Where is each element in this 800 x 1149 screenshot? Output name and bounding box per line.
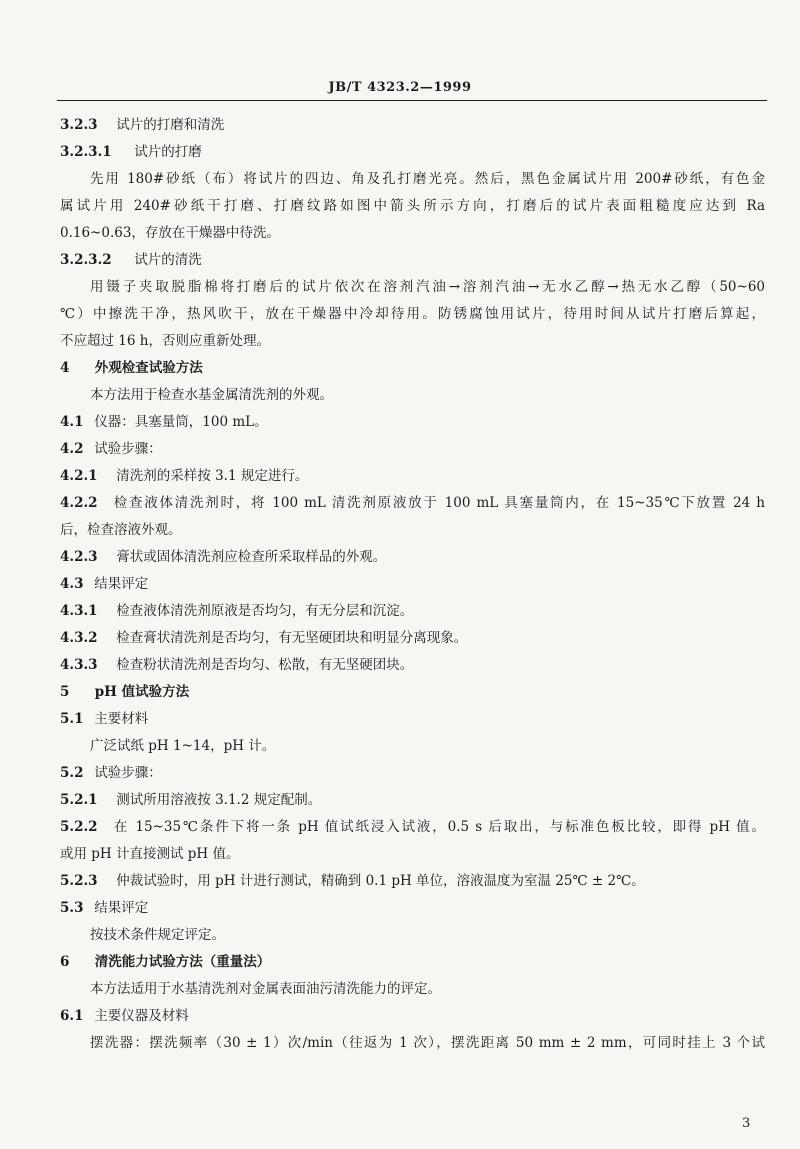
- paragraph-line: 本方法适用于水基清洗剂对金属表面油污清洗能力的评定。: [90, 981, 441, 997]
- clause-text: 主要材料: [94, 711, 149, 727]
- paragraph-line: 本方法用于检查水基金属清洗剂的外观。: [90, 387, 333, 403]
- clause-4-2: [60, 436, 765, 463]
- section-number: 3.2.3: [60, 117, 98, 133]
- section-number: 5.2.2: [60, 819, 98, 835]
- section-number: 4.2.2: [60, 495, 98, 511]
- section-number: 5.1: [60, 711, 84, 727]
- paragraph-line: 按技术条件规定评定。: [90, 927, 225, 943]
- standard-code-header: JB/T 4323.2—1999: [328, 80, 472, 95]
- clause-text: 清洗剂的采样按 3.1 规定进行。: [116, 468, 309, 484]
- section-number: 4.2.1: [60, 468, 98, 484]
- clause-5-2: [60, 760, 765, 787]
- document-body: [60, 112, 765, 1057]
- clause-text: 主要仪器及材料: [94, 1008, 189, 1024]
- section-title: 清洗能力试验方法（重量法）: [94, 954, 271, 970]
- clause-text: 检查液体清洗剂时，将 100 mL 清洗剂原液放于 100 mL 具塞量筒内，在 15~35℃下放置 24 h: [112, 495, 765, 511]
- paragraph-line: 属试片用 240#砂纸干打磨、打磨纹路如图中箭头所示方向，打磨后的试片表面粗糙度应达到 Ra: [60, 198, 765, 214]
- clause-5-3: [60, 895, 765, 922]
- section-number: 5.2.1: [60, 792, 98, 808]
- heading-6: [60, 949, 765, 976]
- paragraph-line: 用镊子夹取脱脂棉将打磨后的试片依次在溶剂汽油→溶剂汽油→无水乙醇→热无水乙醇（50~60: [90, 279, 765, 295]
- section-number: 4: [60, 360, 70, 376]
- clause-text: 膏状或固体清洗剂应检查所采取样品的外观。: [116, 549, 387, 565]
- header-rule: [57, 100, 767, 101]
- clause-text: 检查膏状清洗剂是否均匀，有无坚硬团块和明显分离现象。: [116, 630, 468, 646]
- clause-4-3: [60, 571, 765, 598]
- section-title: 试片的打磨和清洗: [116, 117, 225, 133]
- heading-3-2-3-1: [60, 139, 765, 166]
- clause-text: 试验步骤：: [94, 441, 162, 457]
- clause-text: 测试所用溶液按 3.1.2 规定配制。: [116, 792, 322, 808]
- clause-text: 检查液体清洗剂原液是否均匀，有无分层和沉淀。: [116, 603, 414, 619]
- section-number: 5.3: [60, 900, 84, 916]
- heading-3-2-3: [60, 112, 765, 139]
- section-title: 试片的清洗: [134, 252, 202, 268]
- section-number: 6: [60, 954, 70, 970]
- paragraph-line: ℃）中擦洗干净，热风吹干，放在干燥器中冷却待用。防锈腐蚀用试片，待用时间从试片打磨后算起，: [60, 306, 765, 322]
- section-number: 3.2.3.1: [60, 144, 112, 160]
- paragraph-line: 或用 pH 计直接测试 pH 值。: [60, 846, 240, 862]
- paragraph-line: 不应超过 16 h，否则应重新处理。: [60, 333, 270, 349]
- clause-5-2-3: [60, 868, 765, 895]
- section-number: 4.3.3: [60, 657, 98, 673]
- section-number: 4.1: [60, 414, 84, 430]
- heading-3-2-3-2: [60, 247, 765, 274]
- clause-4-2-2: [60, 490, 765, 517]
- clause-5-1: [60, 706, 765, 733]
- clause-text: 结果评定: [94, 576, 149, 592]
- section-number: 5: [60, 684, 70, 700]
- clause-5-2-1: [60, 787, 765, 814]
- page-number: 3: [742, 1116, 751, 1131]
- clause-4-3-3: [60, 652, 765, 679]
- clause-text: 检查粉状清洗剂是否均匀、松散，有无坚硬团块。: [116, 657, 414, 673]
- clause-text: 仪器：具塞量筒，100 mL。: [94, 414, 268, 430]
- clause-4-2-3: [60, 544, 765, 571]
- section-number: 4.3.2: [60, 630, 98, 646]
- section-number: 5.2.3: [60, 873, 98, 889]
- section-number: 4.2.3: [60, 549, 98, 565]
- clause-4-3-1: [60, 598, 765, 625]
- section-number: 3.2.3.2: [60, 252, 112, 268]
- section-number: 4.2: [60, 441, 84, 457]
- section-number: 4.3: [60, 576, 84, 592]
- section-title: 外观检查试验方法: [94, 360, 203, 376]
- section-number: 4.3.1: [60, 603, 98, 619]
- clause-6-1: [60, 1003, 765, 1030]
- clause-text: 仲裁试验时，用 pH 计进行测试，精确到 0.1 pH 单位，溶液温度为室温 25℃ ± 2℃。: [116, 873, 645, 889]
- clause-5-2-2: [60, 814, 765, 841]
- heading-4: [60, 355, 765, 382]
- section-number: 5.2: [60, 765, 84, 781]
- paragraph-line: 广泛试纸 pH 1~14，pH 计。: [90, 738, 276, 754]
- clause-4-1: [60, 409, 765, 436]
- section-title: pH 值试验方法: [94, 684, 190, 700]
- clause-text: 试验步骤：: [94, 765, 162, 781]
- section-number: 6.1: [60, 1008, 84, 1024]
- heading-5: [60, 679, 765, 706]
- clause-4-3-2: [60, 625, 765, 652]
- paragraph-line: 摆洗器：摆洗频率（30 ± 1）次/min（往返为 1 次），摆洗距离 50 mm ± 2 mm，可同时挂上 3 个试: [90, 1035, 765, 1051]
- paragraph-line: 后，检查溶液外观。: [60, 522, 182, 538]
- paragraph-line: 0.16~0.63，存放在干燥器中待洗。: [60, 225, 280, 241]
- paragraph-line: 先用 180#砂纸（布）将试片的四边、角及孔打磨光亮。然后，黑色金属试片用 200#砂纸，有色金: [90, 171, 765, 187]
- clause-text: 结果评定: [94, 900, 149, 916]
- section-title: 试片的打磨: [134, 144, 202, 160]
- clause-text: 在 15~35℃条件下将一条 pH 值试纸浸入试液，0.5 s 后取出，与标准色板比较，即得 pH 值。: [112, 819, 765, 835]
- clause-4-2-1: [60, 463, 765, 490]
